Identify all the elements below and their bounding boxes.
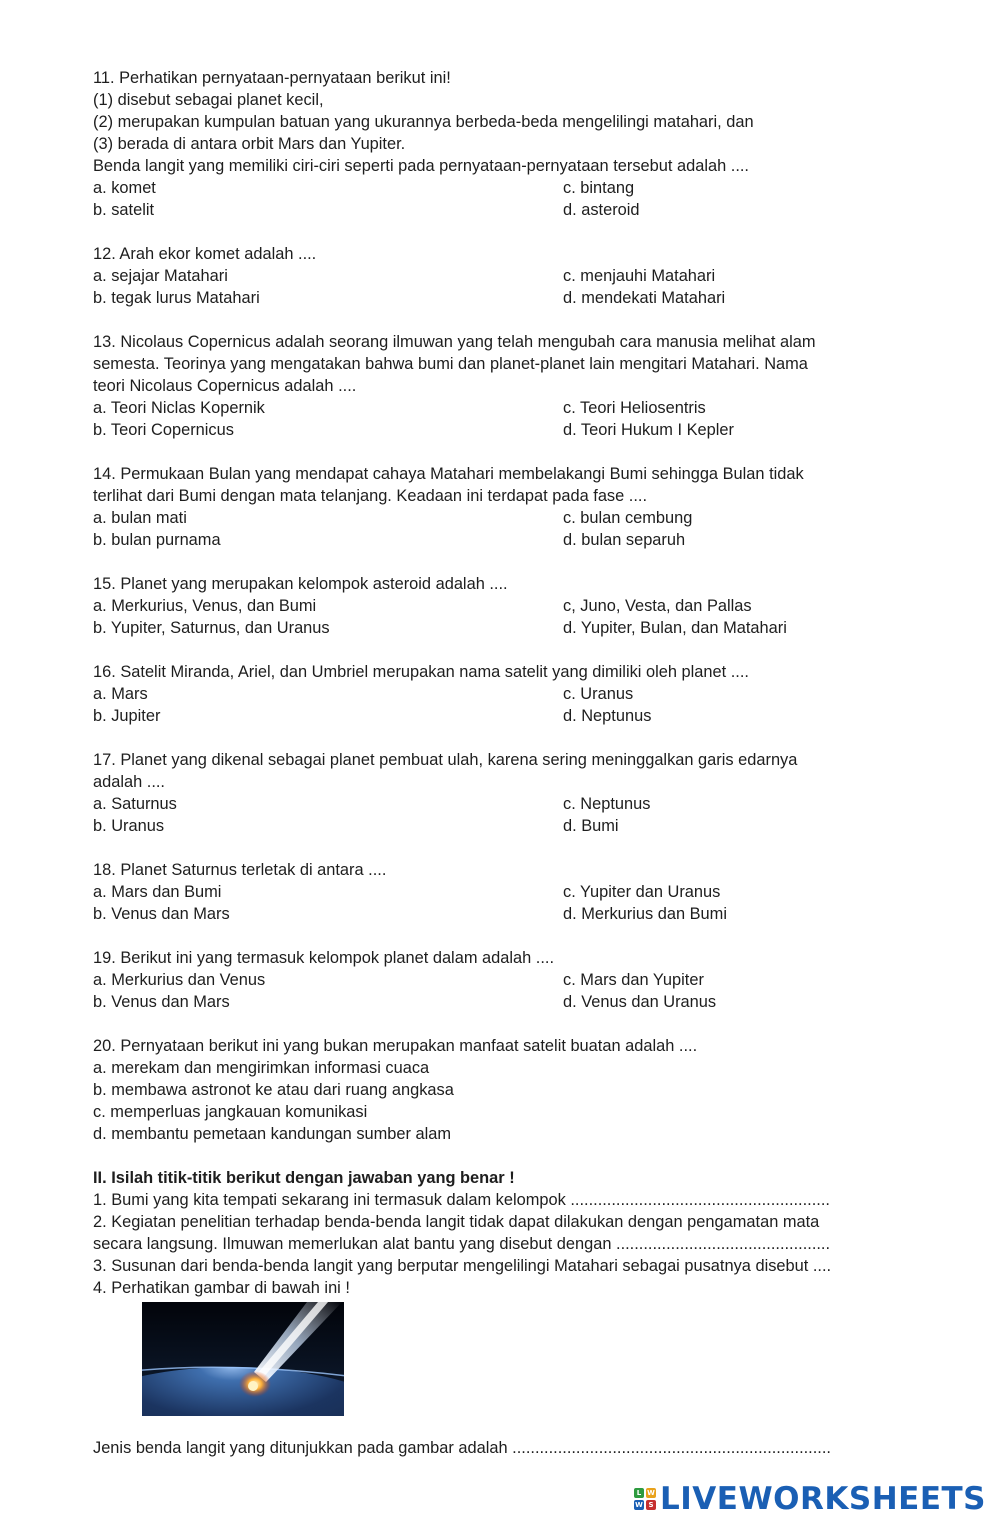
option-d[interactable]: d. bulan separuh	[563, 531, 686, 549]
option-b[interactable]: b. bulan purnama	[93, 531, 221, 549]
option-a[interactable]: a. Merkurius dan Venus	[93, 971, 266, 989]
question-stem-line: 19. Berikut ini yang termasuk kelompok planet dalam adalah ....	[93, 949, 555, 967]
option-a[interactable]: a. komet	[93, 179, 156, 197]
question-16	[93, 661, 913, 727]
option-c[interactable]: c. bintang	[563, 179, 635, 197]
worksheet-page	[93, 67, 913, 1459]
question-19	[93, 947, 913, 1013]
liveworksheets-logo	[634, 1481, 986, 1517]
question-stem-line: teori Nicolaus Copernicus adalah ....	[93, 377, 357, 395]
answer-options	[93, 507, 913, 551]
question-12	[93, 243, 913, 309]
option-b[interactable]: b. Jupiter	[93, 707, 161, 725]
question-17	[93, 749, 913, 837]
multiple-choice-questions	[93, 67, 913, 1013]
option-d[interactable]: d. Neptunus	[563, 707, 652, 725]
option-c[interactable]: c, Juno, Vesta, dan Pallas	[563, 597, 752, 615]
question-stem-line: 16. Satelit Miranda, Ariel, dan Umbriel merupakan nama satelit yang dimiliki oleh planet ....	[93, 663, 749, 681]
option-a[interactable]: a. Mars	[93, 685, 148, 703]
logo-grid-cell: W	[647, 1489, 655, 1497]
question-11	[93, 67, 913, 221]
question-15	[93, 573, 913, 639]
question-20	[93, 1035, 913, 1145]
section-title: II. Isilah titik-titik berikut dengan jawaban yang benar !	[93, 1169, 515, 1187]
option-d[interactable]: d. membantu pemetaan kandungan sumber alam	[93, 1125, 452, 1143]
answer-options	[93, 265, 913, 309]
option-b[interactable]: b. Uranus	[93, 817, 165, 835]
section-fill-in	[93, 1167, 913, 1459]
fill-item-3[interactable]: 3. Susunan dari benda-benda langit yang berputar mengelilingi Matahari sebagai pusatnya disebut ....	[93, 1257, 832, 1275]
question-stem-line: Benda langit yang memiliki ciri-ciri seperti pada pernyataan-pernyataan tersebut adalah ....	[93, 157, 749, 175]
question-stem-line: 17. Planet yang dikenal sebagai planet pembuat ulah, karena sering meninggalkan garis edarnya	[93, 751, 798, 769]
option-c[interactable]: c. menjauhi Matahari	[563, 267, 716, 285]
answer-options	[93, 683, 913, 727]
question-stem-line: 18. Planet Saturnus terletak di antara ....	[93, 861, 387, 879]
option-a[interactable]: a. Teori Niclas Kopernik	[93, 399, 265, 417]
option-c[interactable]: c. bulan cembung	[563, 509, 693, 527]
option-d[interactable]: d. Bumi	[563, 817, 619, 835]
answer-options	[93, 793, 913, 837]
option-b[interactable]: b. Venus dan Mars	[93, 993, 230, 1011]
fill-item-1[interactable]: 1. Bumi yang kita tempati sekarang ini termasuk dalam kelompok .........................................................	[93, 1191, 830, 1209]
answer-options	[93, 969, 913, 1013]
logo-grid-cell: W	[635, 1501, 643, 1509]
question-stem-line: 11. Perhatikan pernyataan-pernyataan berikut ini!	[93, 69, 451, 87]
question-stem-line: 20. Pernyataan berikut ini yang bukan merupakan manfaat satelit buatan adalah ....	[93, 1037, 698, 1055]
option-a[interactable]: a. Saturnus	[93, 795, 177, 813]
logo-grid-cell: L	[634, 1488, 644, 1498]
question-stem-line: terlihat dari Bumi dengan mata telanjang. Keadaan ini terdapat pada fase ....	[93, 487, 648, 505]
question-stem-line: (3) berada di antara orbit Mars dan Yupiter.	[93, 135, 406, 153]
option-c[interactable]: c. Neptunus	[563, 795, 651, 813]
option-d[interactable]: d. mendekati Matahari	[563, 289, 726, 307]
option-a[interactable]: a. bulan mati	[93, 509, 187, 527]
option-d[interactable]: d. Merkurius dan Bumi	[563, 905, 727, 923]
question-stem-line: adalah ....	[93, 773, 165, 791]
question-18	[93, 859, 913, 925]
meteor-image	[142, 1302, 344, 1416]
question-13	[93, 331, 913, 441]
option-d[interactable]: d. asteroid	[563, 201, 640, 219]
fill-item-4-answer[interactable]: Jenis benda langit yang ditunjukkan pada gambar adalah ......................................................................	[93, 1439, 831, 1457]
answer-options	[93, 595, 913, 639]
answer-options	[93, 881, 913, 925]
option-d[interactable]: d. Teori Hukum I Kepler	[563, 421, 734, 439]
logo-text: LIVEWORKSHEETS	[660, 1481, 986, 1517]
option-b[interactable]: b. membawa astronot ke atau dari ruang angkasa	[93, 1081, 454, 1099]
option-c[interactable]: c. Teori Heliosentris	[563, 399, 706, 417]
option-a[interactable]: a. Mars dan Bumi	[93, 883, 222, 901]
fill-item-4: 4. Perhatikan gambar di bawah ini !	[93, 1279, 350, 1297]
option-c[interactable]: c. Yupiter dan Uranus	[563, 883, 721, 901]
option-a[interactable]: a. sejajar Matahari	[93, 267, 228, 285]
logo-grid-cell: S	[646, 1500, 656, 1510]
option-b[interactable]: b. Yupiter, Saturnus, dan Uranus	[93, 619, 330, 637]
option-c[interactable]: c. Mars dan Yupiter	[563, 971, 704, 989]
option-b[interactable]: b. tegak lurus Matahari	[93, 289, 260, 307]
option-c[interactable]: c. Uranus	[563, 685, 634, 703]
question-stem-line: (1) disebut sebagai planet kecil,	[93, 91, 324, 109]
answer-options	[93, 397, 913, 441]
question-stem-line: 12. Arah ekor komet adalah ....	[93, 245, 317, 263]
question-stem-line: 15. Planet yang merupakan kelompok asteroid adalah ....	[93, 575, 508, 593]
question-stem-line: (2) merupakan kumpulan batuan yang ukurannya berbeda-beda mengelilingi matahari, dan	[93, 113, 754, 131]
fill-item-2-continued[interactable]: secara langsung. Ilmuwan memerlukan alat bantu yang disebut dengan ...............................................	[93, 1235, 831, 1253]
logo-grid-icon	[634, 1488, 656, 1510]
question-stem-line: 13. Nicolaus Copernicus adalah seorang ilmuwan yang telah mengubah cara manusia melihat alam	[93, 333, 816, 351]
option-a[interactable]: a. Merkurius, Venus, dan Bumi	[93, 597, 317, 615]
question-stem-line: 14. Permukaan Bulan yang mendapat cahaya Matahari membelakangi Bumi sehingga Bulan tidak	[93, 465, 804, 483]
option-d[interactable]: d. Yupiter, Bulan, dan Matahari	[563, 619, 787, 637]
option-b[interactable]: b. satelit	[93, 201, 155, 219]
fill-item-2: 2. Kegiatan penelitian terhadap benda-benda langit tidak dapat dilakukan dengan pengamatan mata	[93, 1213, 820, 1231]
question-14	[93, 463, 913, 551]
answer-options	[93, 177, 913, 221]
option-b[interactable]: b. Teori Copernicus	[93, 421, 234, 439]
option-d[interactable]: d. Venus dan Uranus	[563, 993, 717, 1011]
option-c[interactable]: c. memperluas jangkauan komunikasi	[93, 1103, 368, 1121]
question-stem-line: semesta. Teorinya yang mengatakan bahwa bumi dan planet-planet lain mengitari Matahari. Nama	[93, 355, 808, 373]
option-b[interactable]: b. Venus dan Mars	[93, 905, 230, 923]
option-a[interactable]: a. merekam dan mengirimkan informasi cuaca	[93, 1059, 430, 1077]
